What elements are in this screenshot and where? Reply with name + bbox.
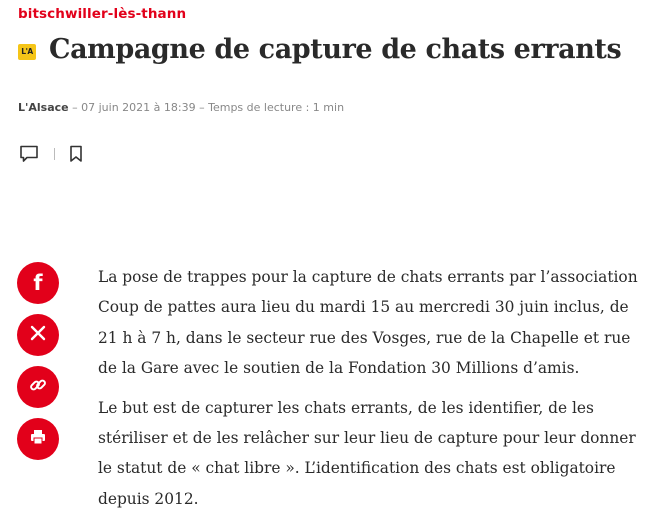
article-paragraph: La pose de trappes pour la capture de chats errants par l’association Coup de pattes aura lieu du mardi 15 au mercredi 30 juin inclus, de 21 h à 7 h, dans le secteur rue des Vosges, rue de la Chapelle et rue de la Gare avec le soutien de la Fondation 30 Millions d’amis. [98, 268, 638, 378]
share-print-button[interactable] [17, 418, 59, 460]
byline-reading-time: Temps de lecture : 1 min [208, 101, 345, 114]
byline-date: 07 juin 2021 à 18:39 [81, 101, 196, 114]
article-paragraph: Le but est de capturer les chats errants, de les identifier, de les stériliser et de les relâcher sur leur lieu de capture pour leur donner le statut de « chat libre ». L’identification des chats est obligatoire depuis 2012. [98, 398, 636, 508]
print-icon [29, 428, 47, 450]
article-body [98, 262, 638, 523]
x-icon [30, 325, 46, 345]
byline-source: L'Alsace [18, 101, 69, 114]
byline-separator: – [68, 101, 82, 114]
bookmark-icon[interactable] [65, 143, 87, 165]
article-actions [18, 143, 87, 165]
byline-separator: – [195, 101, 209, 114]
share-facebook-button[interactable] [17, 262, 59, 304]
action-divider [54, 148, 55, 160]
share-x-button[interactable] [17, 314, 59, 356]
brand-badge-icon: L'A [18, 44, 36, 60]
section-kicker-link[interactable]: bitschwiller-lès-thann [18, 6, 187, 22]
byline [18, 101, 344, 114]
share-link-button[interactable] [17, 366, 59, 408]
title-row [18, 34, 621, 65]
page-title: Campagne de capture de chats errants [49, 34, 622, 65]
facebook-icon: f [33, 270, 43, 295]
comment-icon[interactable] [18, 143, 40, 165]
share-bar [17, 262, 59, 470]
link-icon [29, 376, 47, 398]
